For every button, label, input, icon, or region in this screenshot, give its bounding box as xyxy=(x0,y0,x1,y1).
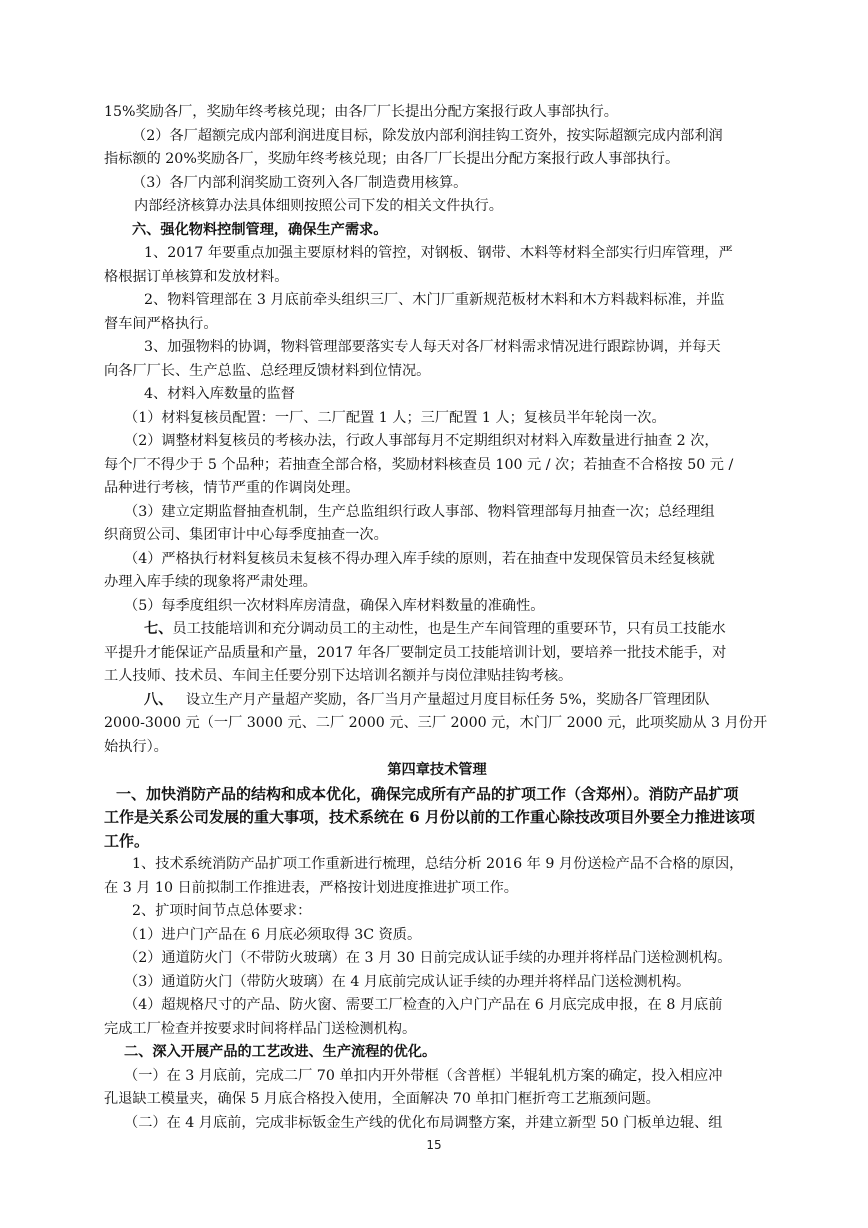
text-line: （5）每季度组织一次材料库房清盘，确保入库材料数量的准确性。 xyxy=(124,597,545,614)
text-line: 完成工厂检查并按要求时间将样品门送检测机构。 xyxy=(104,1020,417,1037)
text-line: （2）调整材料复核员的考核办法，行政人事部每月不定期组织对材料入库数量进行抽查 2 次， xyxy=(124,433,719,449)
text-line: （3）通道防火门（带防火玻璃）在 4 月底前完成认证手续的办理并将样品门送检测机构。 xyxy=(124,973,691,990)
text-line xyxy=(104,618,770,642)
text-line: 品种进行考核，情节严重的作调岗处理。 xyxy=(104,480,360,496)
text-line: 工人技师、技术员、车间主任要分别下达培训名额并与岗位津贴挂钩考核。 xyxy=(104,668,573,684)
text-line: （2）通道防火门（不带防火玻璃）在 3 月 30 日前完成认证手续的办理并将样品门送检测机构。 xyxy=(124,950,732,966)
text-line: 内部经济核算办法具体细则按照公司下发的相关文件执行。 xyxy=(134,198,503,214)
text-line: （4）严格执行材料复核员未复核不得办理入库手续的原则，若在抽查中发现保管员未经复核就 xyxy=(124,550,715,567)
text-line: 2、扩项时间节点总体要求： xyxy=(132,903,312,919)
text-line: 孔退缺工模量夹，确保 5 月底合格投入使用，全面解决 70 单扣门框折弯工艺瓶颈问题。 xyxy=(104,1091,660,1107)
text-line: 2、物料管理部在 3 月底前牵头组织三厂、木门厂重新规范板材木料和木方料裁料标准，并监 xyxy=(144,292,725,308)
section-number: 八、 xyxy=(144,691,173,708)
text-line: （1）材料复核员配置：一厂、二厂配置 1 人；三厂配置 1 人；复核员半年轮岗一次。 xyxy=(124,409,666,426)
text-line: 始执行）。 xyxy=(104,738,168,755)
document-body xyxy=(104,101,770,1135)
text-line: 15%奖励各厂，奖励年终考核兑现；由各厂厂长提出分配方案报行政人事部执行。 xyxy=(104,104,618,120)
text-line: 平提升才能保证产品质量和产量，2017 年各厂要制定员工技能培训计划，要培养一批技术能手，对 xyxy=(104,644,727,661)
text-line: 向各厂厂长、生产总监、总经理反馈材料到位情况。 xyxy=(104,362,431,379)
section-heading: 二、深入开展产品的工艺改进、生产流程的优化。 xyxy=(124,1044,437,1060)
text-line: 格根据订单核算和发放材料。 xyxy=(104,268,289,285)
section-number: 七、 xyxy=(144,621,173,637)
text-line: 2000-3000 元（一厂 3000 元、二厂 2000 元、三厂 2000 元，木门厂 2000 元，此项奖励从 3 月份开 xyxy=(104,715,768,731)
text-line: （3）各厂内部利润奖励工资列入各厂制造费用核算。 xyxy=(132,174,468,191)
text-line: （二）在 4 月底前，完成非标钣金生产线的优化布局调整方案，并建立新型 50 门板单边辊、组 xyxy=(124,1114,723,1131)
text-line: 3、加强物料的协调，物料管理部要落实专人每天对各厂材料需求情况进行跟踪协调，并每天 xyxy=(144,339,721,355)
text-line-body: 员工技能培训和充分调动员工的主动性，也是生产车间管理的重要环节，只有员工技能水 xyxy=(172,621,726,637)
text-line: 每个厂不得少于 5 个品种；若抽查全部合格，奖励材料核查员 100 元 / 次；若抽查不合格按 50 元 / xyxy=(104,456,734,473)
section-heading: 工作是关系公司发展的重大事项，技术系统在 6 月份以前的工作重心除技改项目外要全力推进该项 xyxy=(104,808,755,826)
text-line: 织商贸公司、集团审计中心每季度抽查一次。 xyxy=(104,527,388,543)
text-line: （2）各厂超额完成内部利润进度目标，除发放内部利润挂钩工资外，按实际超额完成内部利润 xyxy=(132,127,723,144)
section-heading: 一、加快消防产品的结构和成本优化，确保完成所有产品的扩项工作（含郑州）。消防产品扩项 xyxy=(116,784,739,803)
section-heading: 六、强化物料控制管理，确保生产需求。 xyxy=(132,221,388,238)
page-number: 15 xyxy=(426,1138,442,1152)
text-line: （一）在 3 月底前，完成二厂 70 单扣内开外带框（含普框）半辊轧机方案的确定，投入相应冲 xyxy=(124,1067,723,1084)
section-heading: 工作。 xyxy=(104,831,150,850)
text-line: （4）超规格尺寸的产品、防火窗、需要工厂检查的入户门产品在 6 月底完成申报，在 8 月底前 xyxy=(124,997,723,1013)
text-line: 指标额的 20%奖励各厂，奖励年终考核兑现；由各厂厂长提出分配方案报行政人事部执行。 xyxy=(104,151,680,167)
text-line: （3）建立定期监督抽查机制，生产总监组织行政人事部、物料管理部每月抽查一次；总经理组 xyxy=(124,503,715,520)
text-line: 1、技术系统消防产品扩项工作重新进行梳理，总结分析 2016 年 9 月份送检产品不合格的原因， xyxy=(132,856,744,872)
text-line xyxy=(104,689,770,713)
text-line: 4、材料入库数量的监督 xyxy=(144,386,295,402)
text-line-body: 设立生产月产量超产奖励，各厂当月产量超过月度目标任务 5%，奖励各厂管理团队 xyxy=(185,691,710,708)
text-line: （1）进户门产品在 6 月底必须取得 3C 资质。 xyxy=(124,926,422,943)
text-line: 督车间严格执行。 xyxy=(104,315,218,332)
chapter-title: 第四章技术管理 xyxy=(387,762,487,778)
text-line: 在 3 月 10 日前拟制工作推进表，严格按计划进度推进扩项工作。 xyxy=(104,879,518,896)
text-line: 1、2017 年要重点加强主要原材料的管控，对钢板、钢带、木料等材料全部实行归库管理，严 xyxy=(144,245,733,261)
text-line: 办理入库手续的现象将严肃处理。 xyxy=(104,574,317,590)
